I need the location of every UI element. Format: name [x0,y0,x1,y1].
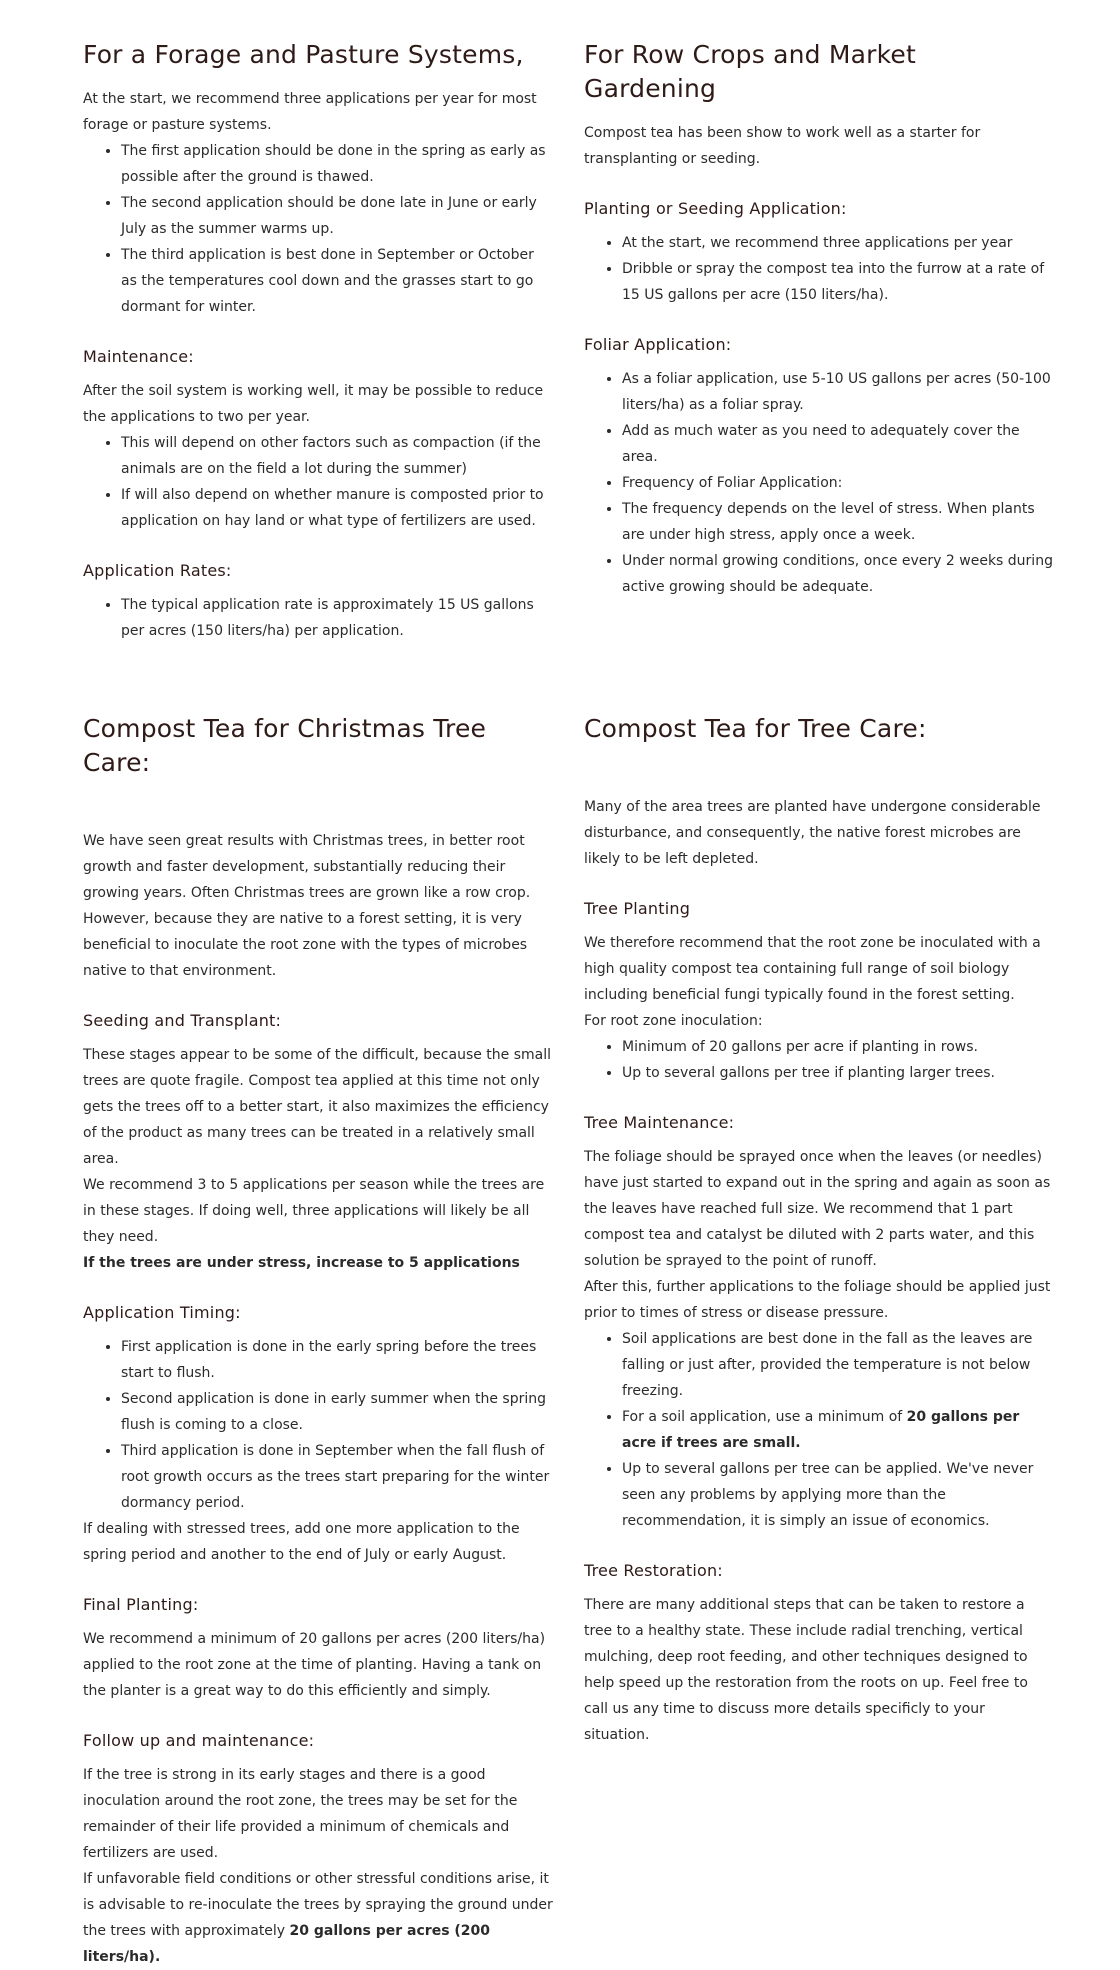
christmas-section [83,712,553,1970]
application-rates-list [83,592,553,644]
tree-maintenance-list [584,1326,1054,1534]
list-item: • This will depend on other factors such as compaction (if the animals are on the field a lot during the summer) [121,430,553,482]
seeding-transplant-heading: Seeding and Transplant: [83,1011,282,1030]
rowcrops-title: For Row Crops and Market Gardening [584,40,916,103]
list-item: • Soil applications are best done in the fall as the leaves are falling or just after, provided the temperature is not below freezing. [622,1326,1054,1404]
list-item: • At the start, we recommend three applications per year [622,230,1054,256]
list-item: • If will also depend on whether manure is composted prior to application on hay land or what type of fertilizers are used. [121,482,553,534]
list-item: • Up to several gallons per tree if planting larger trees. [622,1060,1054,1086]
foliar-heading: Foliar Application: [584,335,732,354]
bold-text: If the trees are under stress, increase to 5 applications [83,1255,520,1271]
rowcrops-section [584,38,1054,600]
bold-text: 20 gallons per acres (200 liters/ha). [83,1923,491,1965]
seeding-text: We recommend 3 to 5 applications per season while the trees are in these stages. If doing well, three applications will likely be all they need. [83,1177,545,1245]
treecare-intro: Many of the area trees are planted have undergone considerable disturbance, and consequently, the native forest microbes are likely to be left depleted. [584,799,1041,867]
timing-after-text: If dealing with stressed trees, add one more application to the spring period and another to the end of July or early August. [83,1521,520,1563]
followup-text-part: If unfavorable field conditions or other stressful conditions arise, it is advisable to re-inoculate the trees by spraying the ground under the trees with approximately [83,1871,553,1939]
bold-text: 20 gallons per acre if trees are small. [622,1409,1020,1451]
forage-intro: At the start, we recommend three applications per year for most forage or pasture systems. [83,91,537,133]
followup-heading: Follow up and maintenance: [83,1731,315,1750]
final-planting-heading: Final Planting: [83,1595,199,1614]
list-item: • The third application is best done in September or October as the temperatures cool down and the grasses start to go dormant for winter. [121,242,553,320]
application-timing-list [83,1334,553,1516]
list-item: • The first application should be done in the spring as early as possible after the ground is thawed. [121,138,553,190]
list-item [622,1404,1054,1456]
list-item: • Minimum of 20 gallons per acre if planting in rows. [622,1034,1054,1060]
list-item: • Add as much water as you need to adequately cover the area. [622,418,1054,470]
list-item: • Under normal growing conditions, once every 2 weeks during active growing should be adequate. [622,548,1054,600]
maintenance-heading: Maintenance: [83,347,194,366]
tree-planting-text: For root zone inoculation: [584,1013,763,1029]
tree-planting-text: We therefore recommend that the root zone be inoculated with a high quality compost tea containing full range of soil biology including beneficial fungi typically found in the forest setting. [584,935,1041,1003]
seeding-bold-text [83,1250,553,1276]
seeding-text: These stages appear to be some of the difficult, because the small trees are quote fragile. Compost tea applied at this time not only gets the trees off to a better start, it also maximizes the efficiency of the product as many trees can be treated in a relatively small area. [83,1047,552,1167]
tree-restoration-text: There are many additional steps that can be taken to restore a tree to a healthy state. These include radial trenching, vertical mulching, deep root feeding, and other techniques designed to help speed up the restoration from the roots on up. Feel free to call us any time to discuss more details specificly to your situation. [584,1597,1028,1743]
tree-maintenance-text: The foliage should be sprayed once when the leaves (or needles) have just started to expand out in the spring and again as soon as the leaves have reached full size. We recommend that 1 part compost tea and catalyst be diluted with 2 parts water, and this solution be sprayed to the point of runoff. [584,1149,1051,1269]
list-item: • The second application should be done late in June or early July as the summer warms up. [121,190,553,242]
tree-planting-list [584,1034,1054,1086]
tree-restoration-heading: Tree Restoration: [584,1561,723,1580]
planting-seeding-list [584,230,1054,308]
christmas-title: Compost Tea for Christmas Tree Care: [83,714,487,777]
list-item: • First application is done in the early spring before the trees start to flush. [121,1334,553,1386]
forage-title: For a Forage and Pasture Systems, [83,40,524,69]
foliar-list [584,366,1054,600]
list-item: • Third application is done in September when the fall flush of root growth occurs as the trees start preparing for the winter dormancy period. [121,1438,553,1516]
forage-section [83,38,553,644]
tree-maintenance-text: After this, further applications to the foliage should be applied just prior to times of stress or disease pressure. [584,1279,1051,1321]
list-item: • Up to several gallons per tree can be applied. We've never seen any problems by applying more than the recommendation, it is simply an issue of economics. [622,1456,1054,1534]
list-item: • The typical application rate is approximately 15 US gallons per acres (150 liters/ha) per application. [121,592,553,644]
followup-text: If the tree is strong in its early stages and there is a good inoculation around the root zone, the trees may be set for the remainder of their life provided a minimum of chemicals and fertilizers are used. [83,1767,518,1861]
christmas-intro: We have seen great results with Christmas trees, in better root growth and faster development, substantially reducing their growing years. Often Christmas trees are grown like a row crop. However, because they are native to a forest setting, it is very beneficial to inoculate the root zone with the types of microbes native to that environment. [83,833,531,979]
tree-planting-heading: Tree Planting [584,899,691,918]
treecare-section [584,712,1054,1748]
tree-maintenance-heading: Tree Maintenance: [584,1113,735,1132]
application-timing-heading: Application Timing: [83,1303,241,1322]
maintenance-text: After the soil system is working well, it may be possible to reduce the applications to two per year. [83,383,544,425]
list-item-text: For a soil application, use a minimum of [622,1409,907,1425]
application-rates-heading: Application Rates: [83,561,232,580]
list-item: • Dribble or spray the compost tea into the furrow at a rate of 15 US gallons per acre (150 liters/ha). [622,256,1054,308]
treecare-title: Compost Tea for Tree Care: [584,714,927,743]
list-item: • As a foliar application, use 5-10 US gallons per acres (50-100 liters/ha) as a foliar spray. [622,366,1054,418]
list-item: • Frequency of Foliar Application: [622,470,1054,496]
forage-list [83,138,553,320]
planting-seeding-heading: Planting or Seeding Application: [584,199,847,218]
list-item: • The frequency depends on the level of stress. When plants are under high stress, apply once a week. [622,496,1054,548]
list-item: • Second application is done in early summer when the spring flush is coming to a close. [121,1386,553,1438]
final-planting-text: We recommend a minimum of 20 gallons per acres (200 liters/ha) applied to the root zone at the time of planting. Having a tank on the planter is a great way to do this efficiently and simply. [83,1631,546,1699]
rowcrops-intro: Compost tea has been show to work well as a starter for transplanting or seeding. [584,125,981,167]
followup-text [83,1866,553,1970]
maintenance-list [83,430,553,534]
